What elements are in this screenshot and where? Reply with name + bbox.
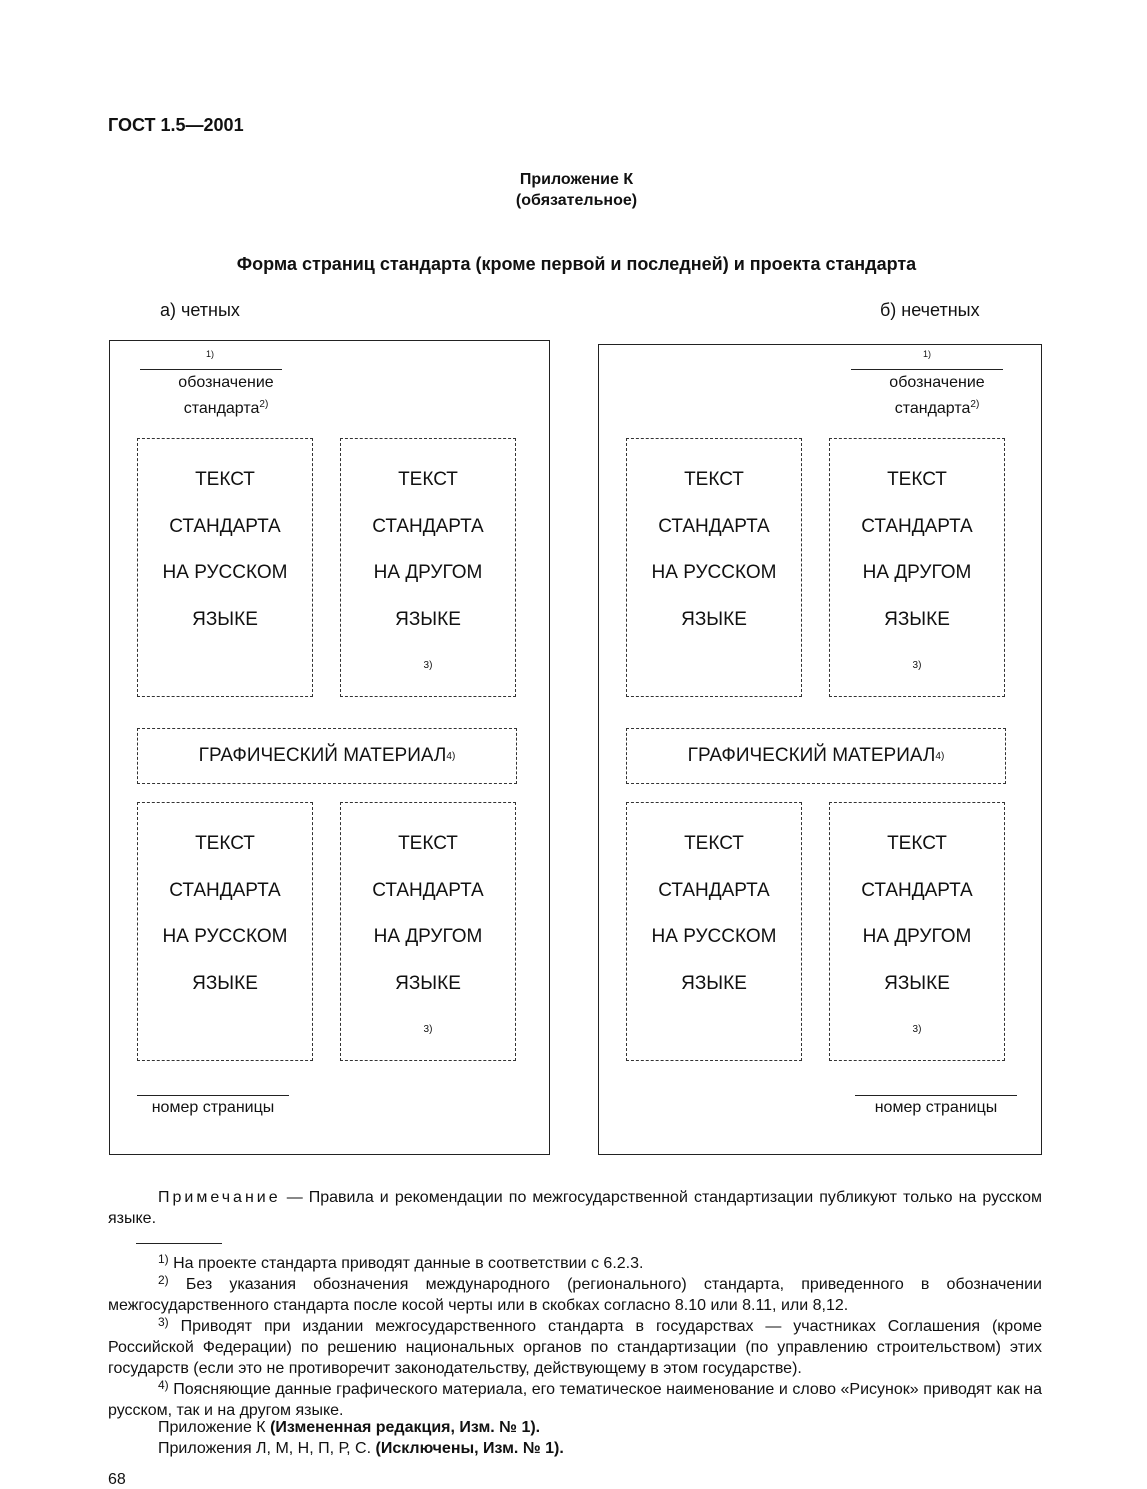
text-box-other-top <box>340 438 516 697</box>
page-number-label: номер страницы <box>151 1099 275 1116</box>
text-line: ТЕКСТ <box>195 469 255 490</box>
amendment-note: (Исключены, Изм. № 1). <box>375 1440 564 1457</box>
text-line: ЯЗЫКЕ $^{3)}$ <box>884 972 950 1035</box>
text-line: НА ДРУГОМ <box>862 926 972 947</box>
text-line: НА РУССКОМ <box>651 926 777 947</box>
amendment-note: (Измененная редакция, Изм. № 1). <box>270 1419 541 1436</box>
footnote-4-mark: 4) <box>446 750 456 762</box>
designation-standard-word: стандарта <box>183 400 260 417</box>
note-paragraph <box>108 1187 1042 1229</box>
text-box-russian-bottom <box>137 802 313 1061</box>
footnote-separator <box>136 1243 222 1244</box>
footnote-3 <box>108 1312 1042 1379</box>
amendment-line-2: Приложения Л, М, Н, П, Р, С. (Исключены, Изм. № 1). <box>158 1440 564 1457</box>
note-text: — Правила и рекомендации по межгосударственной стандартизации публикуют только на русском языке. <box>108 1189 1042 1227</box>
even-page-template <box>109 340 550 1155</box>
text-line: СТАНДАРТА <box>658 515 770 537</box>
text-line: ЯЗЫКЕ <box>192 972 258 994</box>
text-line: СТАНДАРТА <box>861 879 973 901</box>
designation-word: обозначение <box>889 374 985 391</box>
page-number-line <box>855 1095 1017 1096</box>
footnote-mark: 3) <box>158 1315 169 1329</box>
standard-designation <box>851 372 1023 420</box>
footnote-3-mark: 3) <box>912 660 922 671</box>
footnote-mark: 4) <box>158 1378 169 1392</box>
text-line: ЯЗЫКЕ <box>192 608 258 630</box>
footnote-1-mark: 1) <box>205 349 214 359</box>
odd-page-template <box>598 344 1042 1155</box>
text-box-russian-top <box>137 438 313 697</box>
graphic-material-box <box>137 728 517 784</box>
label-even-pages: а) четных <box>160 300 240 320</box>
text-box-russian-top <box>626 438 802 697</box>
footnote-mark: 1) <box>158 1252 169 1266</box>
footnote-text: Приводят при издании межгосударственного стандарта в государствах — участниках Соглашения (кроме Российской Федерации) по решению национальных органов по стандартизации (по управлению строительством) этих государств (если это не противоречит законодательству, действующему в этом государстве). <box>108 1318 1043 1377</box>
footnote-text: Поясняющие данные графического материала, его тематическое наименование и слово «Рисунок» приводят как на русском, так и на другом языке. <box>108 1381 1042 1419</box>
appendix-status: (обязательное) <box>515 192 638 209</box>
designation-footnote-mark: 2) <box>259 399 269 410</box>
designation-standard-word: стандарта <box>894 400 971 417</box>
footnote-1-mark: 1) <box>922 349 931 359</box>
text-line: НА ДРУГОМ <box>373 562 483 583</box>
standard-designation <box>140 372 312 420</box>
text-line: СТАНДАРТА <box>169 515 281 537</box>
footnote-text: На проекте стандарта приводят данные в соответствии с 6.2.3. <box>173 1255 644 1272</box>
text-line: ТЕКСТ <box>887 469 947 490</box>
graphic-material-label: ГРАФИЧЕСКИЙ МАТЕРИАЛ <box>198 745 447 766</box>
text-line: СТАНДАРТА <box>372 515 484 537</box>
page-number-label: номер страницы <box>874 1099 998 1116</box>
text-line: ЯЗЫКЕ $^{3)}$ <box>884 608 950 671</box>
text-line: ЯЗЫКЕ $^{3)}$ <box>395 972 461 1035</box>
footnote-4 <box>108 1375 1042 1421</box>
footnote-mark: 2) <box>158 1273 169 1287</box>
text-line: НА РУССКОМ <box>162 926 288 947</box>
designation-line <box>140 369 282 370</box>
appendix-title: Приложение К <box>519 171 634 188</box>
amendment-line-1: Приложение К (Измененная редакция, Изм. № 1). <box>158 1419 541 1436</box>
text-line: СТАНДАРТА <box>169 879 281 901</box>
text-line: СТАНДАРТА <box>861 515 973 537</box>
graphic-material-label: ГРАФИЧЕСКИЙ МАТЕРИАЛ <box>687 745 936 766</box>
footnote-4-mark: 4) <box>935 750 945 762</box>
text-line: СТАНДАРТА <box>372 879 484 901</box>
page-number: 68 <box>108 1471 126 1488</box>
text-box-other-bottom <box>829 802 1005 1061</box>
text-line: ТЕКСТ <box>684 469 744 490</box>
text-line: ТЕКСТ <box>398 833 458 854</box>
text-line: НА РУССКОМ <box>651 562 777 583</box>
text-line: ТЕКСТ <box>684 833 744 854</box>
footnote-text: Без указания обозначения международного (регионального) стандарта, приведенного в обозначении межгосударственного стандарта после косой черты или в скобках согласно 8.10 или 8.11, или 8,12. <box>108 1276 1042 1314</box>
designation-footnote-mark: 2) <box>970 399 980 410</box>
text-line: ЯЗЫКЕ <box>681 608 747 630</box>
footnote-2 <box>108 1270 1042 1316</box>
note-label: Примечание <box>158 1189 281 1206</box>
footnote-3-mark: 3) <box>912 1024 922 1035</box>
graphic-material-box <box>626 728 1006 784</box>
text-box-other-bottom <box>340 802 516 1061</box>
text-line: НА РУССКОМ <box>162 562 288 583</box>
form-title: Форма страниц стандарта (кроме первой и последней) и проекта стандарта <box>236 254 917 274</box>
text-box-russian-bottom <box>626 802 802 1061</box>
text-line: НА ДРУГОМ <box>862 562 972 583</box>
label-odd-pages: б) нечетных <box>880 300 980 320</box>
document-header: ГОСТ 1.5—2001 <box>108 115 244 135</box>
page-number-line <box>137 1095 289 1096</box>
text-line: ТЕКСТ <box>398 469 458 490</box>
text-line: ЯЗЫКЕ <box>681 972 747 994</box>
text-line: СТАНДАРТА <box>658 879 770 901</box>
text-box-other-top <box>829 438 1005 697</box>
footnote-3-mark: 3) <box>423 1024 433 1035</box>
footnote-3-mark: 3) <box>423 660 433 671</box>
text-line: НА ДРУГОМ <box>373 926 483 947</box>
text-line: ЯЗЫКЕ $^{3)}$ <box>395 608 461 671</box>
designation-word: обозначение <box>178 374 274 391</box>
designation-line <box>851 369 1003 370</box>
text-line: ТЕКСТ <box>887 833 947 854</box>
text-line: ТЕКСТ <box>195 833 255 854</box>
